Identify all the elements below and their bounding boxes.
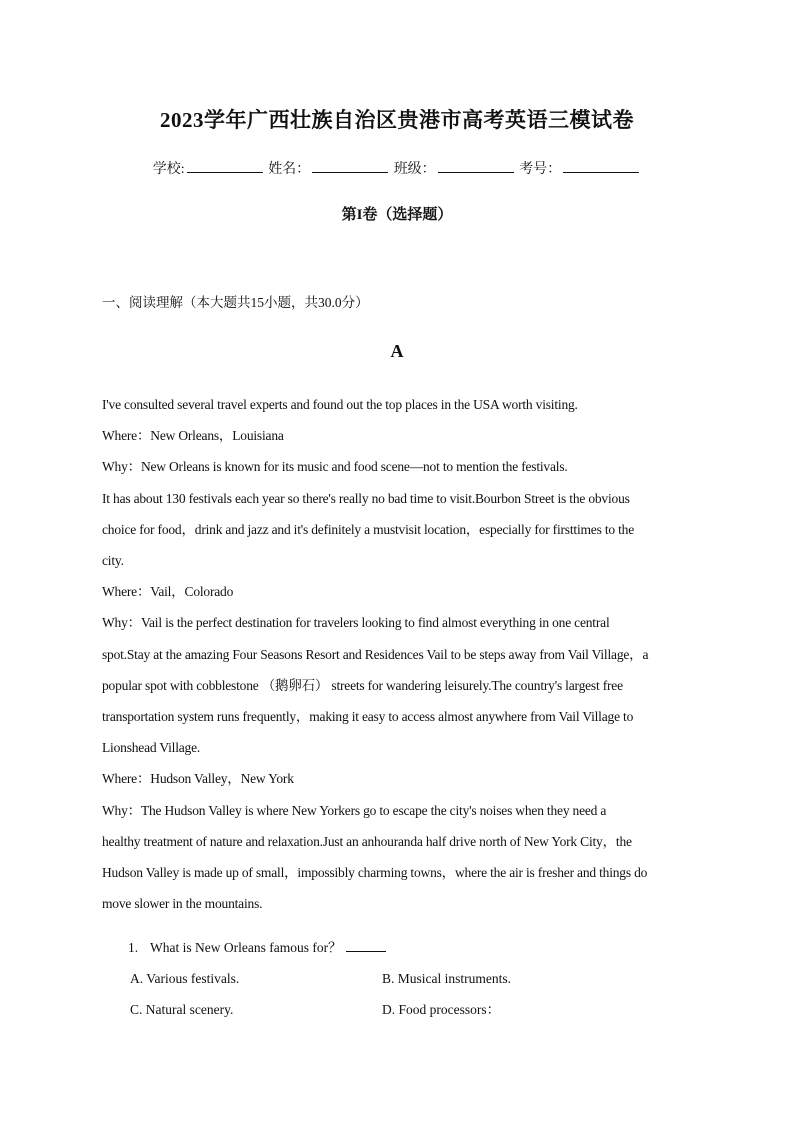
passage-line: spot.Stay at the amazing Four Seasons Resort and Residences Vail to be steps away from Vail Village，a bbox=[102, 646, 649, 662]
passage-line: Hudson Valley is made up of small，impossibly charming towns，where the air is fresher and things do bbox=[102, 865, 648, 881]
passage-line: popular spot with cobblestone （鹅卵石） streets for wandering leisurely.The country's largest free bbox=[102, 677, 623, 693]
name-blank[interactable] bbox=[312, 160, 388, 173]
exam-title: 2023学年广西壮族自治区贵港市高考英语三模试卷 bbox=[160, 108, 634, 132]
passage-line: Lionshead Village. bbox=[102, 740, 201, 756]
question-text: What is New Orleans famous for？ bbox=[150, 940, 342, 955]
passage-line: Why：Vail is the perfect destination for travelers looking to find almost everything in one central bbox=[102, 615, 610, 631]
option-c[interactable]: C. Natural scenery. bbox=[130, 1002, 234, 1018]
passage-line: Where：Hudson Valley，New York bbox=[102, 771, 294, 787]
volume-heading bbox=[0, 203, 794, 224]
option-b[interactable]: B. Musical instruments. bbox=[382, 971, 511, 987]
question-stem bbox=[128, 932, 668, 963]
passage-letter: A bbox=[390, 341, 404, 361]
section-heading bbox=[102, 291, 369, 311]
passage-line: healthy treatment of nature and relaxation.Just an anhouranda half drive north of New York City，the bbox=[102, 833, 632, 849]
school-label: 学校: bbox=[152, 162, 185, 177]
answer-options bbox=[130, 963, 668, 1025]
answer-blank[interactable] bbox=[346, 939, 386, 952]
student-info-line bbox=[0, 158, 794, 178]
passage-line: Why：The Hudson Valley is where New Yorkers go to escape the city's noises when they need a bbox=[102, 802, 607, 818]
passage-line: It has about 130 festivals each year so there's really no bad time to visit.Bourbon Street is the obvious bbox=[102, 490, 630, 506]
volume-heading-text: 第I卷（选择题） bbox=[341, 207, 453, 223]
school-blank[interactable] bbox=[187, 160, 263, 173]
passage-line: Why：New Orleans is known for its music and food scene—not to mention the festivals. bbox=[102, 459, 568, 475]
passage-body bbox=[102, 389, 697, 919]
name-label: 姓名： bbox=[268, 162, 311, 177]
passage-line: move slower in the mountains. bbox=[102, 896, 263, 912]
passage-line: Where：New Orleans，Louisiana bbox=[102, 428, 284, 444]
passage-line: Where：Vail，Colorado bbox=[102, 584, 234, 600]
class-label: 班级： bbox=[393, 162, 436, 177]
class-blank[interactable] bbox=[438, 160, 514, 173]
exam-number-label: 考号： bbox=[519, 162, 562, 177]
question-number: 1. bbox=[128, 940, 139, 955]
question-1 bbox=[128, 932, 668, 1026]
section-heading-text: 一、阅读理解（本大题共15小题，共30.0分） bbox=[102, 295, 369, 310]
exam-number-blank[interactable] bbox=[563, 160, 639, 173]
option-d[interactable]: D. Food processors： bbox=[382, 1002, 501, 1018]
passage-line: choice for food，drink and jazz and it's definitely a mustvisit location，especially for firsttimes to the bbox=[102, 521, 634, 537]
passage-line: transportation system runs frequently，making it easy to access almost anywhere from Vail Village to bbox=[102, 709, 634, 725]
passage-line: I've consulted several travel experts and found out the top places in the USA worth visiting. bbox=[102, 397, 578, 412]
passage-line: city. bbox=[102, 553, 124, 569]
option-a[interactable]: A. Various festivals. bbox=[130, 971, 240, 987]
